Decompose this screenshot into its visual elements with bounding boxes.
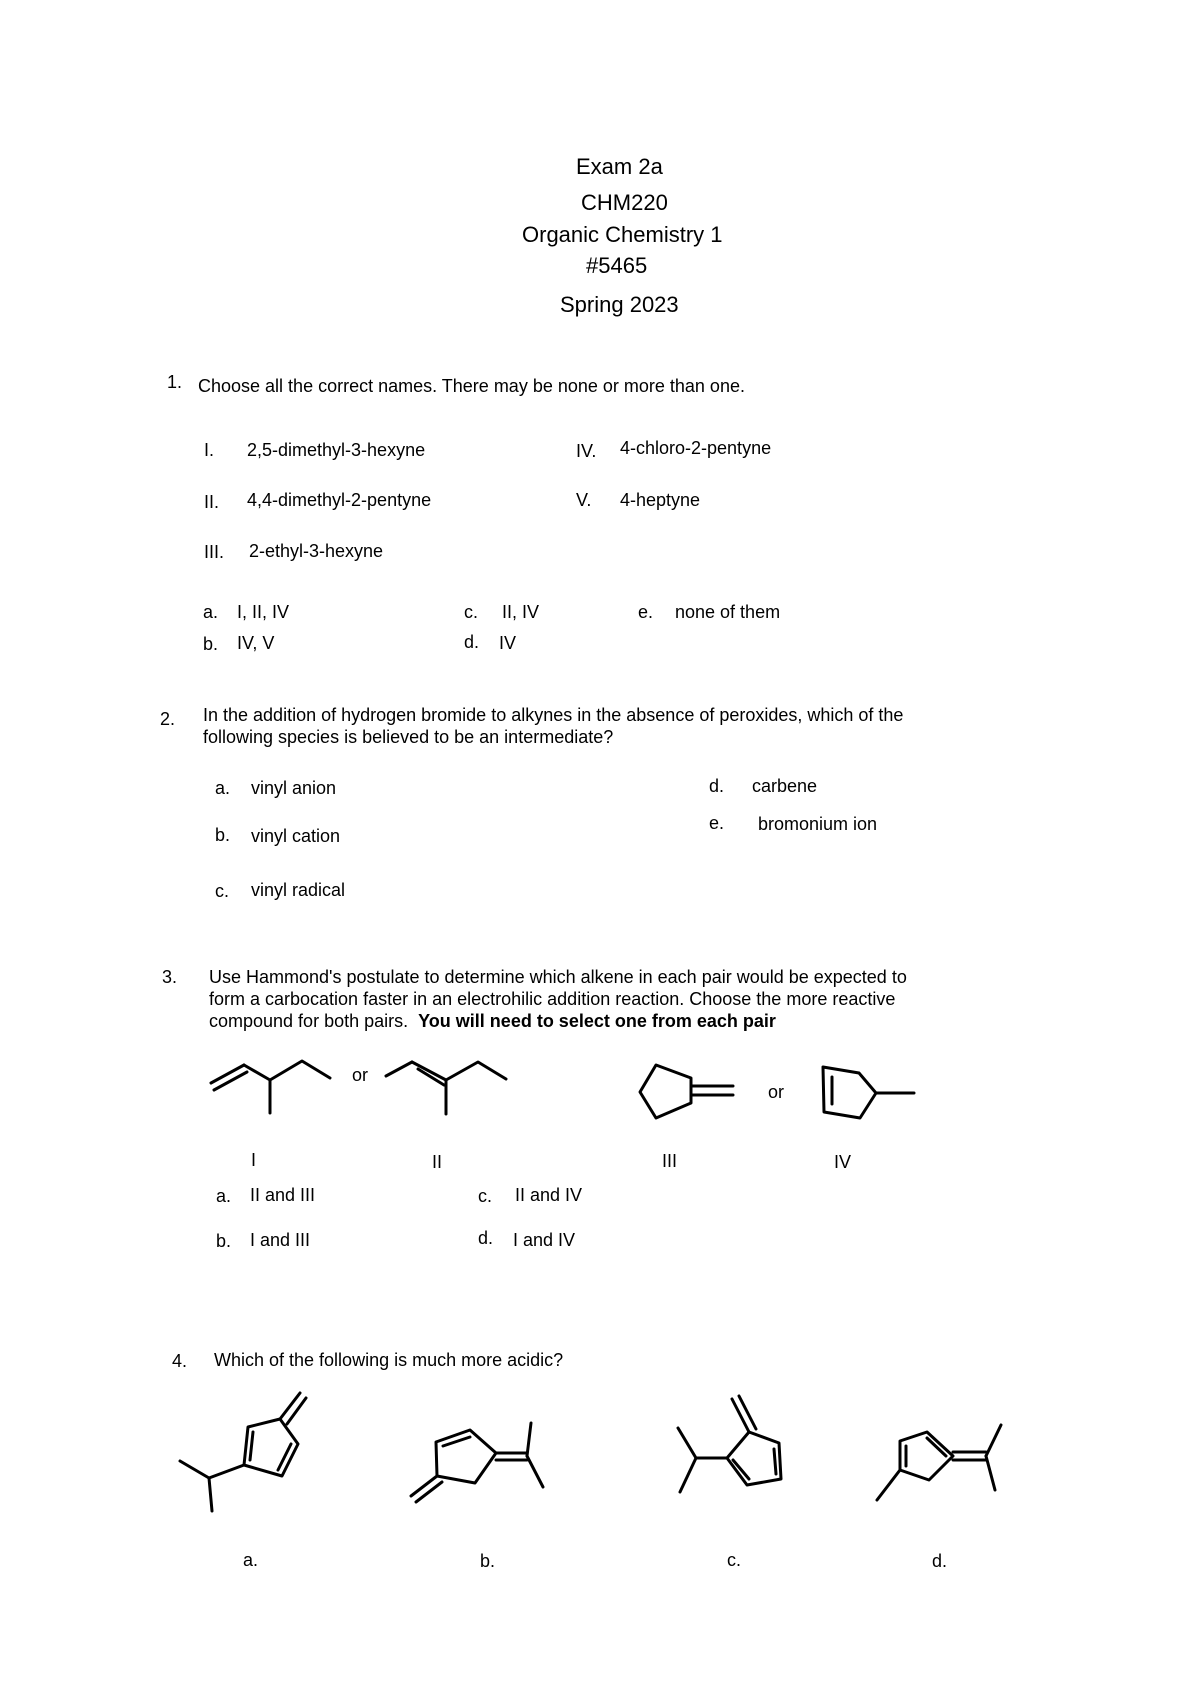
compound-name: 4-chloro-2-pentyne <box>620 438 772 458</box>
option-letter: a. <box>203 602 219 622</box>
answer-option: IV, V <box>237 633 275 653</box>
question-prompt: In the addition of hydrogen bromide to alkynes in the absence of peroxides, which of the <box>203 705 904 725</box>
compound-name: 4-heptyne <box>620 490 701 510</box>
prompt-emphasis: You will need to select one from each pair <box>418 1011 776 1031</box>
course-name: Organic Chemistry 1 <box>522 222 723 247</box>
structure-label: I <box>251 1150 257 1170</box>
option-letter: b. <box>203 634 219 654</box>
question-prompt: Use Hammond's postulate to determine which alkene in each pair would be expected to <box>209 967 907 987</box>
answer-option: vinyl cation <box>251 826 341 846</box>
name-numeral: I. <box>204 440 215 460</box>
compound-name: 4,4-dimethyl-2-pentyne <box>247 490 432 510</box>
answer-option: IV <box>499 633 517 653</box>
name-numeral: V. <box>576 490 592 510</box>
option-letter: a. <box>215 778 231 798</box>
name-numeral: III. <box>204 542 225 562</box>
question-prompt <box>209 1010 776 1032</box>
option-letter: e. <box>638 602 654 622</box>
option-letter: c. <box>464 602 479 622</box>
structure-label: b. <box>480 1551 496 1571</box>
question-prompt: following species is believed to be an intermediate? <box>203 727 614 747</box>
question-prompt: Which of the following is much more acidic? <box>214 1350 564 1370</box>
option-letter: a. <box>216 1186 232 1206</box>
answer-option: II and III <box>250 1185 316 1205</box>
structure-label: IV <box>834 1152 852 1172</box>
term: Spring 2023 <box>560 292 679 317</box>
option-letter: c. <box>215 881 230 901</box>
option-letter: d. <box>478 1228 494 1248</box>
compound-name: 2,5-dimethyl-3-hexyne <box>247 440 426 460</box>
name-numeral: II. <box>204 492 220 512</box>
answer-option: I, II, IV <box>237 602 290 622</box>
structure-label: II <box>432 1152 443 1172</box>
answer-option: I and IV <box>513 1230 576 1250</box>
answer-option: II and IV <box>515 1185 583 1205</box>
or-label: or <box>352 1065 369 1085</box>
question-number: 4. <box>172 1351 188 1371</box>
answer-option: vinyl anion <box>251 778 337 798</box>
question-number: 3. <box>162 967 178 987</box>
answer-option: I and III <box>250 1230 311 1250</box>
name-numeral: IV. <box>576 441 597 461</box>
prompt-text: compound for both pairs. <box>209 1011 409 1031</box>
exam-title: Exam 2a <box>576 154 663 179</box>
question-prompt: form a carbocation faster in an electrohilic addition reaction. Choose the more reactive <box>209 989 896 1009</box>
answer-option: vinyl radical <box>251 880 346 900</box>
option-letter: d. <box>464 632 480 652</box>
structure-label: d. <box>932 1551 948 1571</box>
answer-option: none of them <box>675 602 781 622</box>
option-letter: c. <box>478 1186 493 1206</box>
structure-label: a. <box>243 1550 259 1570</box>
answer-option: carbene <box>752 776 818 796</box>
answer-option: bromonium ion <box>758 814 878 834</box>
structure-label: c. <box>727 1550 742 1570</box>
section-number: #5465 <box>586 253 648 278</box>
or-label: or <box>768 1082 785 1102</box>
option-letter: b. <box>216 1231 232 1251</box>
answer-option: II, IV <box>502 602 540 622</box>
structure-d <box>0 0 1 1</box>
question-prompt: Choose all the correct names. There may be none or more than one. <box>198 376 745 396</box>
structure-label: III <box>662 1151 678 1171</box>
option-letter: b. <box>215 825 231 845</box>
option-letter: d. <box>709 776 725 796</box>
option-letter: e. <box>709 813 725 833</box>
course-code: CHM220 <box>581 190 668 215</box>
question-number: 1. <box>167 372 183 392</box>
question-number: 2. <box>160 709 176 729</box>
compound-name: 2-ethyl-3-hexyne <box>249 541 384 561</box>
